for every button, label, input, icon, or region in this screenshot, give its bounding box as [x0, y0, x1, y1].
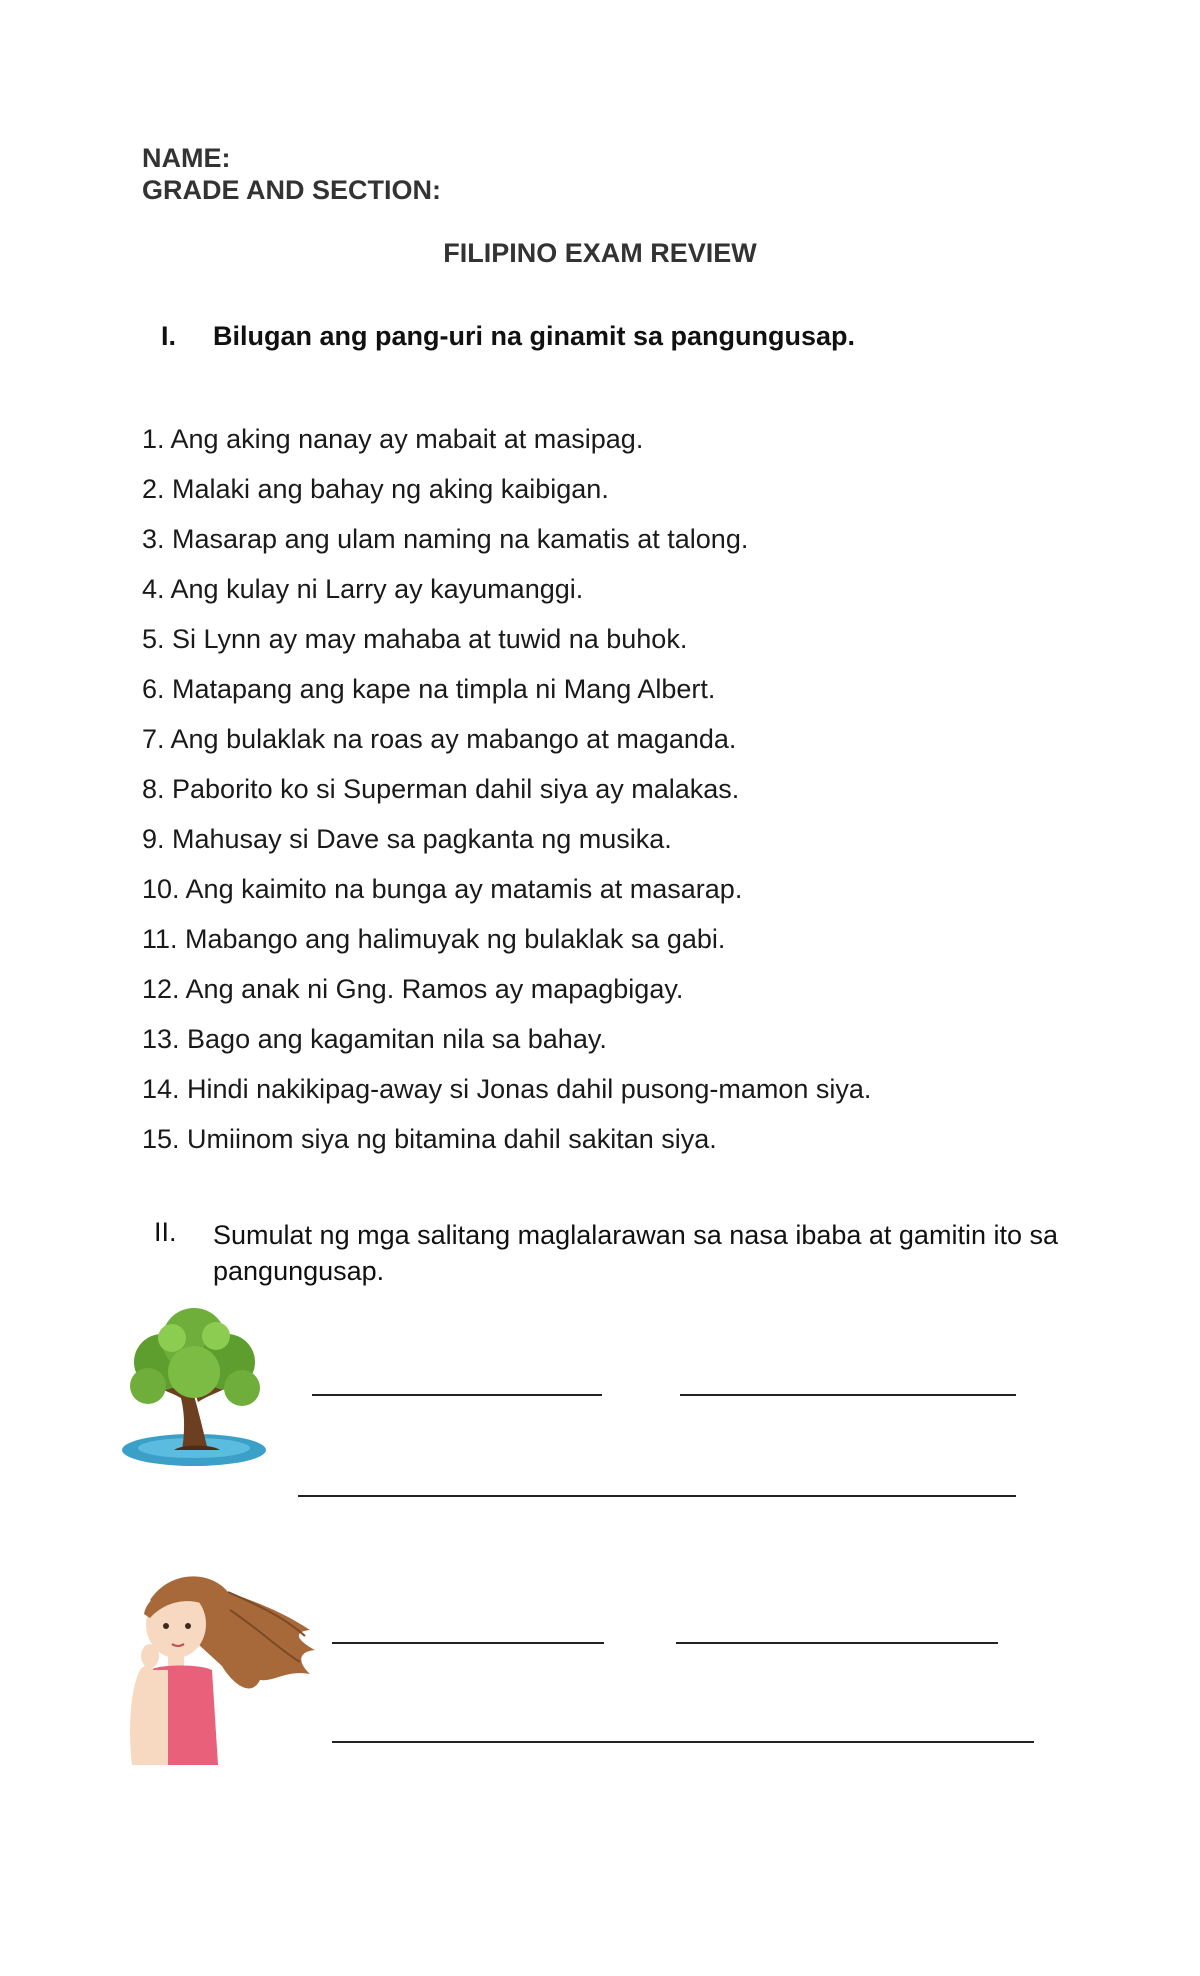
list-item: 7. Ang bulaklak na roas ay mabango at maganda.	[142, 724, 737, 754]
list-item: 4. Ang kulay ni Larry ay kayumanggi.	[142, 574, 584, 604]
list-item: 6. Matapang ang kape na timpla ni Mang Albert.	[142, 674, 716, 704]
list-item: 12. Ang anak ni Gng. Ramos ay mapagbigay.	[142, 974, 684, 1004]
answer-line[interactable]	[676, 1642, 998, 1644]
answer-line[interactable]	[680, 1394, 1016, 1396]
section-2-number: II.	[154, 1217, 177, 1247]
list-item: 2. Malaki ang bahay ng aking kaibigan.	[142, 474, 609, 504]
section-1-instruction: Bilugan ang pang-uri na ginamit sa pangungusap.	[213, 321, 856, 351]
list-item: 1. Ang aking nanay ay mabait at masipag.	[142, 424, 644, 454]
page-title: FILIPINO EXAM REVIEW	[443, 238, 757, 268]
girl-illustration	[110, 1570, 320, 1765]
list-item: 11. Mabango ang halimuyak ng bulaklak sa gabi.	[142, 924, 726, 954]
list-item: 3. Masarap ang ulam naming na kamatis at talong.	[142, 524, 749, 554]
answer-line[interactable]	[332, 1642, 604, 1644]
list-item: 15. Umiinom siya ng bitamina dahil sakitan siya.	[142, 1124, 717, 1154]
tree-illustration	[112, 1300, 272, 1475]
sentence-list	[142, 414, 871, 1164]
list-item: 5. Si Lynn ay may mahaba at tuwid na buhok.	[142, 624, 688, 654]
list-item: 13. Bago ang kagamitan nila sa bahay.	[142, 1024, 607, 1054]
list-item: 8. Paborito ko si Superman dahil siya ay malakas.	[142, 774, 740, 804]
answer-line[interactable]	[298, 1495, 1016, 1497]
list-item: 10. Ang kaimito na bunga ay matamis at masarap.	[142, 874, 743, 904]
section-1-number: I.	[161, 321, 177, 351]
answer-line[interactable]	[332, 1741, 1034, 1743]
grade-section-label: GRADE AND SECTION:	[142, 175, 442, 205]
list-item: 14. Hindi nakikipag-away si Jonas dahil pusong-mamon siya.	[142, 1074, 872, 1104]
answer-line[interactable]	[312, 1394, 602, 1396]
list-item: 9. Mahusay si Dave sa pagkanta ng musika.	[142, 824, 672, 854]
section-2-instruction: Sumulat ng mga salitang maglalarawan sa nasa ibaba at gamitin ito sa pangungusap.	[213, 1220, 1058, 1286]
name-label: NAME:	[142, 143, 231, 173]
